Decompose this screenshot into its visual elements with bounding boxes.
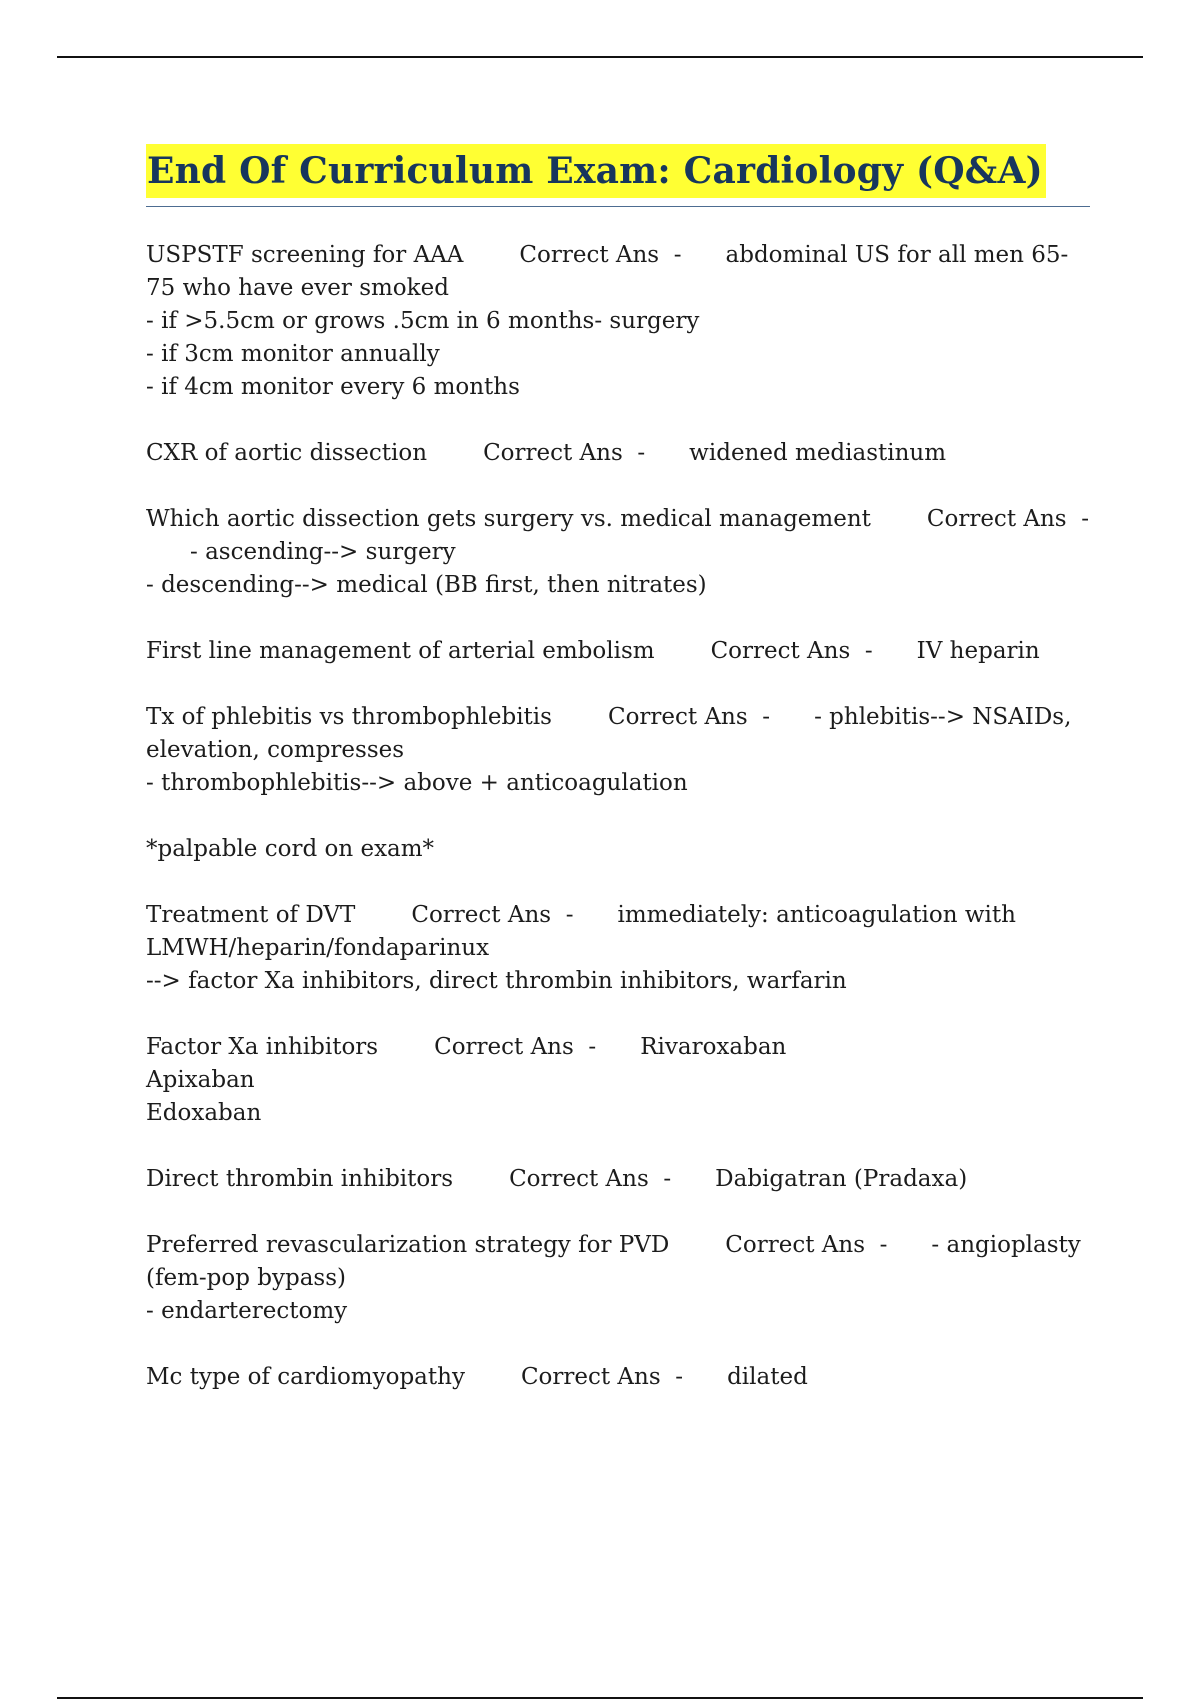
answer-label: Correct Ans - bbox=[926, 506, 1089, 532]
answer-label: Correct Ans - bbox=[509, 1166, 672, 1192]
answer-text: IV heparin bbox=[916, 638, 1040, 664]
qa-item bbox=[146, 899, 1090, 998]
qa-item bbox=[146, 239, 1090, 404]
answer-text: Rivaroxaban Apixaban Edoxaban bbox=[146, 1034, 787, 1126]
answer-text: abdominal US for all men 65-75 who have ever smoked - if >5.5cm or grows .5cm in 6 months- surgery - if 3cm monitor annually - if 4cm monitor every 6 months bbox=[146, 242, 1069, 400]
qa-item bbox=[146, 701, 1090, 800]
answer-text: - phlebitis--> NSAIDs, elevation, compresses - thrombophlebitis--> above + anticoagulation bbox=[146, 704, 1072, 796]
answer-text: Dabigatran (Pradaxa) bbox=[715, 1166, 968, 1192]
header-rule bbox=[57, 56, 1143, 58]
question-text: Treatment of DVT bbox=[146, 902, 356, 928]
answer-text: widened mediastinum bbox=[689, 440, 947, 466]
qa-item bbox=[146, 1361, 1090, 1394]
document-body bbox=[146, 138, 1090, 1427]
qa-item bbox=[146, 1229, 1090, 1328]
qa-item bbox=[146, 437, 1090, 470]
document-title: End Of Curriculum Exam: Cardiology (Q&A) bbox=[146, 144, 1046, 198]
question-text: Direct thrombin inhibitors bbox=[146, 1166, 454, 1192]
question-text: Tx of phlebitis vs thrombophlebitis bbox=[146, 704, 552, 730]
qa-item bbox=[146, 1031, 1090, 1130]
question-text: Factor Xa inhibitors bbox=[146, 1034, 379, 1060]
answer-label: Correct Ans - bbox=[434, 1034, 597, 1060]
answer-text: - ascending--> surgery - descending--> medical (BB first, then nitrates) bbox=[146, 539, 707, 598]
answer-label: Correct Ans - bbox=[520, 1364, 684, 1390]
question-text: First line management of arterial embolism bbox=[146, 638, 655, 664]
answer-text: dilated bbox=[727, 1364, 808, 1390]
title-block bbox=[146, 138, 1090, 207]
qa-item bbox=[146, 1163, 1090, 1196]
note-text: *palpable cord on exam* bbox=[146, 836, 435, 862]
qa-item bbox=[146, 635, 1090, 668]
question-text: Which aortic dissection gets surgery vs. medical management bbox=[146, 506, 871, 532]
question-text: CXR of aortic dissection bbox=[146, 440, 428, 466]
answer-label: Correct Ans - bbox=[710, 638, 873, 664]
question-text: Mc type of cardiomyopathy bbox=[146, 1364, 465, 1390]
answer-label: Correct Ans - bbox=[411, 902, 574, 928]
question-text: USPSTF screening for AAA bbox=[146, 242, 464, 268]
answer-label: Correct Ans - bbox=[725, 1232, 888, 1258]
answer-text: - angioplasty (fem-pop bypass) - endarterectomy bbox=[146, 1232, 1081, 1324]
question-text: Preferred revascularization strategy for PVD bbox=[146, 1232, 670, 1258]
answer-label: Correct Ans - bbox=[519, 242, 682, 268]
answer-label: Correct Ans - bbox=[483, 440, 646, 466]
footer-rule bbox=[57, 1697, 1143, 1699]
answer-text: immediately: anticoagulation with LMWH/heparin/fondaparinux --> factor Xa inhibitors, direct thrombin inhibitors, warfarin bbox=[146, 902, 1016, 994]
answer-label: Correct Ans - bbox=[607, 704, 771, 730]
qa-item bbox=[146, 503, 1090, 602]
qa-note bbox=[146, 833, 1090, 866]
